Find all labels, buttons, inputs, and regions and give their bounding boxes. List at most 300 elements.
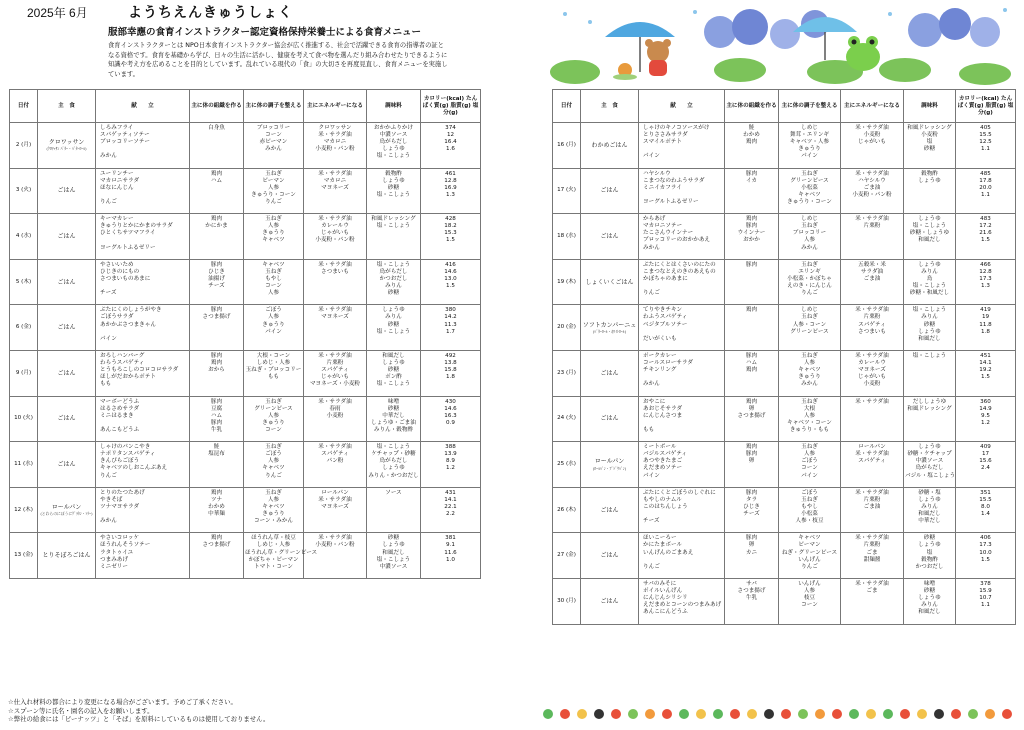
cell-line: 鳥 (926, 275, 933, 282)
row-condition-foods (244, 350, 304, 396)
cell-line: 14.6 (444, 405, 457, 412)
cell-line: 19 (981, 314, 990, 321)
cell-line: 鶏肉 (210, 535, 223, 542)
row-body-foods (725, 487, 779, 533)
row-nutrition (956, 578, 1016, 624)
row-date: 2 (月) (10, 123, 38, 169)
cell-line: 17.2 (979, 223, 992, 230)
food-icon (713, 709, 723, 719)
cell-line: 鶏肉 (745, 367, 758, 374)
cell-line: 豚肉 (745, 489, 758, 496)
cell-line: 穀物酢 (385, 170, 402, 177)
cell-line: さつま揚げ (202, 314, 231, 321)
row-seasonings (904, 350, 956, 396)
cell-line: 和風ドレッシング (907, 125, 952, 131)
row-energy-foods (304, 350, 367, 396)
cell-line: 米・サラダ油 (318, 352, 352, 359)
footer-note: ☆仕入れ材料の都合により変更になる場合がございます。予めご了承ください。 (8, 698, 237, 706)
cell-line: 卵 (748, 458, 755, 465)
cell-line: 塩・こしょう (912, 352, 947, 359)
staple-name: しょくいくごはん (585, 278, 634, 286)
cell-line: 409 (980, 444, 991, 451)
row-condition-foods (244, 396, 304, 442)
cell-line (643, 557, 723, 564)
cell-line: 12.8 (444, 177, 457, 184)
cell-line: 13.9 (444, 451, 457, 458)
food-icon (628, 709, 638, 719)
staple-name: ごはん (600, 506, 619, 514)
staple-name: ごはん (600, 232, 619, 240)
row-menu (96, 259, 190, 305)
cell-line: ハム (210, 177, 223, 184)
cell-line: ポークカレー (643, 352, 677, 359)
cell-line: きゅうり (262, 419, 285, 426)
table-row (553, 305, 1016, 351)
row-seasonings (904, 578, 956, 624)
cell-line: 牛乳 (745, 595, 758, 602)
cell-line: 卵 (748, 542, 755, 549)
cell-line: 461 (445, 170, 456, 177)
col-staple: 主 食 (581, 90, 639, 123)
cell-line: 12.5 (979, 139, 992, 146)
row-body-foods (725, 168, 779, 214)
cell-line: 米・サラダ油 (318, 216, 352, 223)
row-body-foods (190, 214, 244, 260)
row-seasonings (367, 396, 421, 442)
cell-line: 塩・こしょう (376, 153, 411, 160)
row-nutrition (421, 259, 481, 305)
cell-line: パイン (265, 328, 282, 335)
cell-line: 穀物酢 (921, 170, 938, 177)
cell-line: コーン (801, 602, 818, 609)
row-energy-foods (841, 487, 904, 533)
cell-line: 味噌 (387, 398, 400, 405)
cell-line: 砂糖・塩 (918, 489, 941, 496)
cell-line: マカロニソテー (643, 223, 683, 230)
cell-line: じゃがいも (858, 374, 886, 381)
row-energy-foods (304, 214, 367, 260)
row-menu (96, 305, 190, 351)
cell-line: きゅうり (262, 230, 285, 237)
cell-line: 人参 (803, 237, 816, 244)
row-nutrition (421, 168, 481, 214)
cell-line: 10.7 (979, 595, 992, 602)
row-condition-foods (779, 396, 841, 442)
cell-line: グリーンピース (790, 177, 829, 184)
footer-note: ☆弊社の給食には「ピーナッツ」と「そば」を原料にしているものは使用しておりません。 (8, 715, 270, 724)
cell-line: ナポリタンスパゲティ (100, 451, 156, 458)
cell-line: 大根・コーン (256, 352, 291, 359)
staple-note: (ﾊﾞﾀｰﾛｰﾙ・ﾎﾜｲﾄﾛｰﾙ) (592, 328, 627, 334)
cell-line: しめじ・人参 (256, 542, 291, 549)
cell-line: バジルスパゲティ (643, 451, 687, 458)
cell-line: 鳥がらだし (915, 465, 944, 472)
cell-line (643, 329, 723, 336)
cell-line: マヨネーズ (858, 367, 886, 374)
cell-line: 鶏肉 (745, 307, 758, 314)
menu-table-right (552, 89, 1016, 625)
cell-line: 和風だし (918, 511, 941, 518)
cell-line: 塩昆布 (208, 451, 225, 458)
cell-line: チーズ (643, 518, 660, 525)
cell-line: ぶたにくのしょうがやき (100, 307, 162, 314)
row-staple (581, 487, 639, 533)
cell-line: 15.5 (979, 496, 992, 503)
cell-line: 1.6 (446, 146, 455, 153)
cell-line: 穀物酢 (921, 556, 938, 563)
cell-line: みかん (265, 146, 282, 153)
cell-line: ブロッコリーのおかかあえ (643, 237, 711, 244)
row-menu (639, 259, 725, 305)
row-nutrition (956, 487, 1016, 533)
table-row (553, 123, 1016, 169)
row-date: 16 (月) (553, 123, 581, 169)
cell-line: ウインナー (737, 230, 766, 237)
cell-line: ぶたにくとごぼうのしぐれに (643, 489, 716, 496)
table-row (553, 533, 1016, 579)
row-condition-foods (779, 350, 841, 396)
cell-line: 14.6 (444, 268, 457, 275)
row-menu (96, 487, 190, 533)
cell-line: 片栗粉 (863, 496, 881, 503)
cell-line (100, 420, 188, 427)
cell-line: ミートボール (643, 444, 677, 451)
cell-line: キャベツ・人参 (789, 139, 830, 146)
cell-line: 人参 (803, 451, 816, 458)
cell-line: 塩 (926, 549, 933, 556)
cell-line: カニ (745, 549, 758, 556)
food-icon (679, 709, 689, 719)
cell-line: りんご (265, 198, 282, 205)
cell-line: 21.6 (979, 230, 992, 237)
staple-name: ソフトカンパーニュ (582, 321, 637, 329)
food-icon (832, 709, 842, 719)
staple-name: ごはん (57, 278, 76, 286)
row-condition-foods (244, 305, 304, 351)
row-date: 26 (木) (553, 487, 581, 533)
cell-line: 米・サラダ油 (318, 535, 352, 542)
cell-line: 玉ねぎ・ブロッコリー (245, 367, 302, 374)
cell-line: 13.0 (444, 275, 457, 282)
cell-line: きゅうり (798, 146, 821, 153)
food-icon (951, 709, 961, 719)
cell-line: さつまいも (858, 328, 886, 335)
food-icon (764, 709, 774, 719)
col-seasoning: 調味料 (904, 90, 956, 123)
row-date: 3 (火) (10, 168, 38, 214)
row-seasonings (367, 214, 421, 260)
cell-line: 17.3 (979, 542, 992, 549)
row-seasonings (367, 350, 421, 396)
cell-line: コールスローサラダ (643, 360, 694, 367)
row-body-foods (725, 214, 779, 260)
row-body-foods (725, 396, 779, 442)
cell-line: ヨーグルトふるゼリー (100, 244, 156, 251)
table-row (553, 578, 1016, 624)
col-nutrition: カロリー(kcal) たんぱく質(g) 脂質(g) 塩分(g) (956, 90, 1016, 123)
food-icon (917, 709, 927, 719)
cell-line: 小松菜・かぼちゃ (787, 275, 832, 282)
footer-notes (8, 698, 269, 724)
row-body-foods (725, 305, 779, 351)
staple-note: (ｸﾛﾜｯｻﾝ ﾊﾞﾀｰ・ﾊﾞﾀｰﾛｰﾙ) (46, 146, 87, 152)
cell-line: かぼちゃ・ピーマン (248, 556, 299, 563)
cell-line: しょうゆ (382, 465, 405, 472)
cell-line: 0.9 (446, 419, 455, 426)
cell-line: ロールパン (321, 489, 349, 496)
row-energy-foods (841, 442, 904, 488)
cell-line: 米・サラダ油 (318, 444, 352, 451)
cell-line: わかめ (208, 503, 225, 510)
row-body-foods (190, 442, 244, 488)
cell-line: あんこもどうふ (100, 426, 140, 433)
cell-line: 小麦粉・パン粉 (315, 146, 355, 153)
row-body-foods (725, 259, 779, 305)
staple-name: ごはん (600, 415, 619, 423)
cell-line: 玉ねぎ (801, 496, 818, 503)
col-nutrition: カロリー(kcal) たんぱく質(g) 脂質(g) 塩分(g) (421, 90, 481, 123)
row-body-foods (190, 487, 244, 533)
cell-line: 米・サラダ油 (855, 489, 889, 496)
row-staple (581, 305, 639, 351)
cell-line: ごぼう (265, 451, 282, 458)
row-energy-foods (304, 123, 367, 169)
staple-name: ごはん (57, 415, 76, 423)
cell-line: エリンギ (798, 268, 821, 275)
cell-line: 中濃ソース (915, 458, 944, 465)
cell-line: あんこにんどうふ (643, 609, 688, 616)
col-energy: 主にエネルギーになる (841, 90, 904, 123)
row-seasonings (367, 259, 421, 305)
row-body-foods (725, 578, 779, 624)
cell-line: 牛乳 (210, 426, 223, 433)
cell-line: ごま油 (863, 275, 881, 282)
row-staple (581, 123, 639, 169)
cell-line: 砂糖・和風だし (909, 290, 950, 297)
row-condition-foods (779, 578, 841, 624)
cell-line: ハム (210, 412, 223, 419)
cell-line: 五穀米・米 (858, 261, 886, 268)
cell-line: 406 (980, 535, 991, 542)
cell-line: 玉ねぎ (265, 444, 282, 451)
cell-line: 鶏肉 (210, 216, 223, 223)
cell-line: コーン (265, 283, 282, 290)
cell-line: 1.2 (981, 419, 990, 426)
cell-line: もも (100, 381, 112, 388)
row-date: 11 (水) (10, 442, 38, 488)
cell-line: チーズ (100, 290, 117, 297)
cell-line: もやし (801, 503, 818, 510)
cell-line: しょうゆ (382, 542, 405, 549)
cell-line: 豚肉 (210, 352, 223, 359)
cell-line: みりん・穀物酢 (373, 426, 414, 433)
intro-text: 食育インストラクターとは NPO日本食育インストラクター協会が広く推進する、社会で活躍できる食育の指導者の証となる資格です。食育を基礎から学び、日々の生活に活かし、健康を考えて食べ物を選んだり組み合わせたりできるように知識や考え方を広めることを目的としています。乱れている現代の「食」の大切さを再度見直し、食育メニューを実施しています。 (108, 42, 448, 78)
cell-line: ほうれんそうソテー (100, 542, 151, 549)
cell-line: 塩 (926, 139, 933, 146)
row-staple (581, 214, 639, 260)
cell-line: 砂糖 (923, 535, 936, 542)
cell-line: からあげ (643, 216, 666, 223)
row-menu (639, 305, 725, 351)
cell-line: 白身魚 (208, 125, 225, 131)
cell-line: 388 (445, 444, 456, 451)
cell-line: ひじきのにもの (100, 268, 140, 275)
cell-line: はるさめサラダ (100, 405, 140, 412)
cell-line: マヨネーズ (321, 503, 349, 510)
row-nutrition (421, 487, 481, 533)
cell-line: 玉ねぎ (801, 170, 818, 177)
cell-line: ごま (866, 549, 878, 556)
cell-line: 2.2 (446, 511, 455, 518)
cell-line: ピーマン (798, 542, 821, 549)
cell-line: スパゲティ (321, 367, 349, 374)
row-body-foods (725, 533, 779, 579)
cell-line: 砂糖 (387, 367, 400, 374)
row-staple (38, 168, 96, 214)
cell-line: みりん (921, 268, 938, 275)
row-energy-foods (841, 214, 904, 260)
cell-line: わかめ (743, 132, 760, 139)
col-cond: 主に体の調子を整える (779, 90, 841, 123)
cell-line: 米・サラダ油 (855, 352, 889, 359)
cell-line: 豚肉 (210, 398, 223, 405)
cell-line: みかん (643, 244, 660, 251)
row-date: 5 (木) (10, 259, 38, 305)
food-icon (747, 709, 757, 719)
cell-line: きゅうり・コーン (251, 191, 296, 198)
cell-line: 鮭 (748, 125, 755, 131)
cell-line: にんじんシリシリ (643, 595, 688, 602)
food-icon (781, 709, 791, 719)
cell-line: 玉ねぎ (265, 489, 282, 496)
cell-line: みりん (921, 602, 938, 609)
cell-line: 米・サラダ油 (318, 398, 352, 405)
staple-name: とりそぼろごはん (42, 552, 91, 560)
row-date: 20 (金) (553, 305, 581, 351)
cell-line: とりのたつたあげ (100, 489, 145, 496)
row-energy-foods (841, 168, 904, 214)
cell-line: いんげんのごまあえ (643, 549, 694, 556)
cell-line: チーズ (208, 283, 225, 290)
cell-line: ヨーグルトふるゼリー (643, 198, 699, 205)
row-seasonings (904, 487, 956, 533)
row-date: 6 (金) (10, 305, 38, 351)
cell-line: ハヤシルウ (858, 177, 886, 184)
row-menu (639, 487, 725, 533)
cell-line: キャベツ (798, 191, 821, 198)
food-icon (815, 709, 825, 719)
cell-line: 和風ドレッシング (907, 405, 952, 412)
staple-name: ごはん (600, 597, 619, 605)
row-date: 17 (火) (553, 168, 581, 214)
cell-line: 和風だし (382, 352, 405, 359)
food-icon (645, 709, 655, 719)
cell-line: 米・サラダ油 (855, 307, 889, 314)
cell-line: もやしのナムル (643, 496, 682, 503)
row-energy-foods (841, 350, 904, 396)
food-icon (968, 709, 978, 719)
cell-line: パイン (100, 335, 117, 342)
cell-line (100, 329, 188, 336)
cell-line: スパゲティ (858, 321, 886, 328)
cell-line: パイン (801, 153, 818, 160)
cell-line: ミニゼリー (100, 563, 128, 570)
cell-line: りんご (801, 290, 818, 297)
row-menu (639, 533, 725, 579)
cell-line: ツナマヨサラダ (100, 503, 140, 510)
cell-line: 人参・枝豆 (795, 518, 824, 525)
cell-line: 鶏肉 (745, 444, 758, 451)
cell-line: カレールウ (858, 360, 886, 367)
page-subtitle: 服部幸應の食育インストラクター認定資格保持栄養士による食育メニュー (108, 27, 422, 38)
row-seasonings (367, 442, 421, 488)
cell-line: グリーンピース (790, 328, 829, 335)
row-body-foods (190, 350, 244, 396)
cell-line: 米・サラダ油 (855, 170, 889, 177)
cell-line: ハム (745, 360, 758, 367)
row-condition-foods (244, 259, 304, 305)
cell-line: 451 (980, 352, 991, 359)
cell-line: りんご (100, 472, 117, 479)
cell-line: チーズ (743, 511, 760, 518)
cell-line: しゃけのキノコソースがけ (643, 125, 710, 131)
cell-line: 玉ねぎ (265, 216, 282, 223)
table-row (553, 168, 1016, 214)
row-energy-foods (841, 259, 904, 305)
row-date: 13 (金) (10, 533, 38, 579)
cell-line: 中華だし (918, 518, 941, 525)
cell-line (100, 192, 188, 199)
cell-line: 17.8 (979, 177, 992, 184)
cell-line: 中華だし (382, 412, 405, 419)
cell-line: 小松菜 (801, 184, 818, 191)
cell-line: やさいいため (100, 261, 134, 268)
row-nutrition (421, 305, 481, 351)
cell-line: じゃがいも (858, 139, 886, 146)
cell-line: じゃがいも (321, 374, 349, 381)
table-row (553, 350, 1016, 396)
cell-line: もも (643, 426, 655, 433)
cell-line: 米・サラダ油 (318, 132, 352, 139)
cell-line: マーボーどうふ (100, 398, 140, 405)
cell-line: 鳥がらだし (379, 268, 408, 275)
row-body-foods (725, 350, 779, 396)
table-row (10, 350, 481, 396)
cell-line: 豚肉 (745, 223, 758, 230)
row-energy-foods (841, 578, 904, 624)
cell-line: 玉ねぎ (801, 352, 818, 359)
cell-line: サバのみそに (643, 580, 677, 587)
cell-line: もやし (265, 275, 282, 282)
cell-line: 大根 (803, 405, 816, 412)
row-condition-foods (779, 259, 841, 305)
food-icon (577, 709, 587, 719)
row-condition-foods (779, 442, 841, 488)
staple-note: (ﾛｰﾙﾊﾟﾝ・ﾌﾞﾄﾞｳﾊﾟﾝ) (592, 465, 627, 471)
row-date: 30 (月) (553, 578, 581, 624)
staple-name: ロールパン (51, 504, 82, 511)
staple-name: ごはん (600, 187, 619, 195)
cell-line: 砂糖・しょうゆ (909, 230, 950, 237)
cell-line: しろみフライ (100, 125, 134, 131)
cell-line: かぼちゃのあまに (643, 275, 688, 282)
cell-line: さつま揚げ (202, 542, 231, 549)
cell-line: 砂糖 (387, 405, 400, 412)
cell-line: パイン (643, 153, 660, 160)
cell-line: かにたまボール (643, 542, 683, 549)
cell-line: えだまめとコーンのつまみあげ (643, 602, 722, 609)
snail-icon (613, 63, 637, 80)
